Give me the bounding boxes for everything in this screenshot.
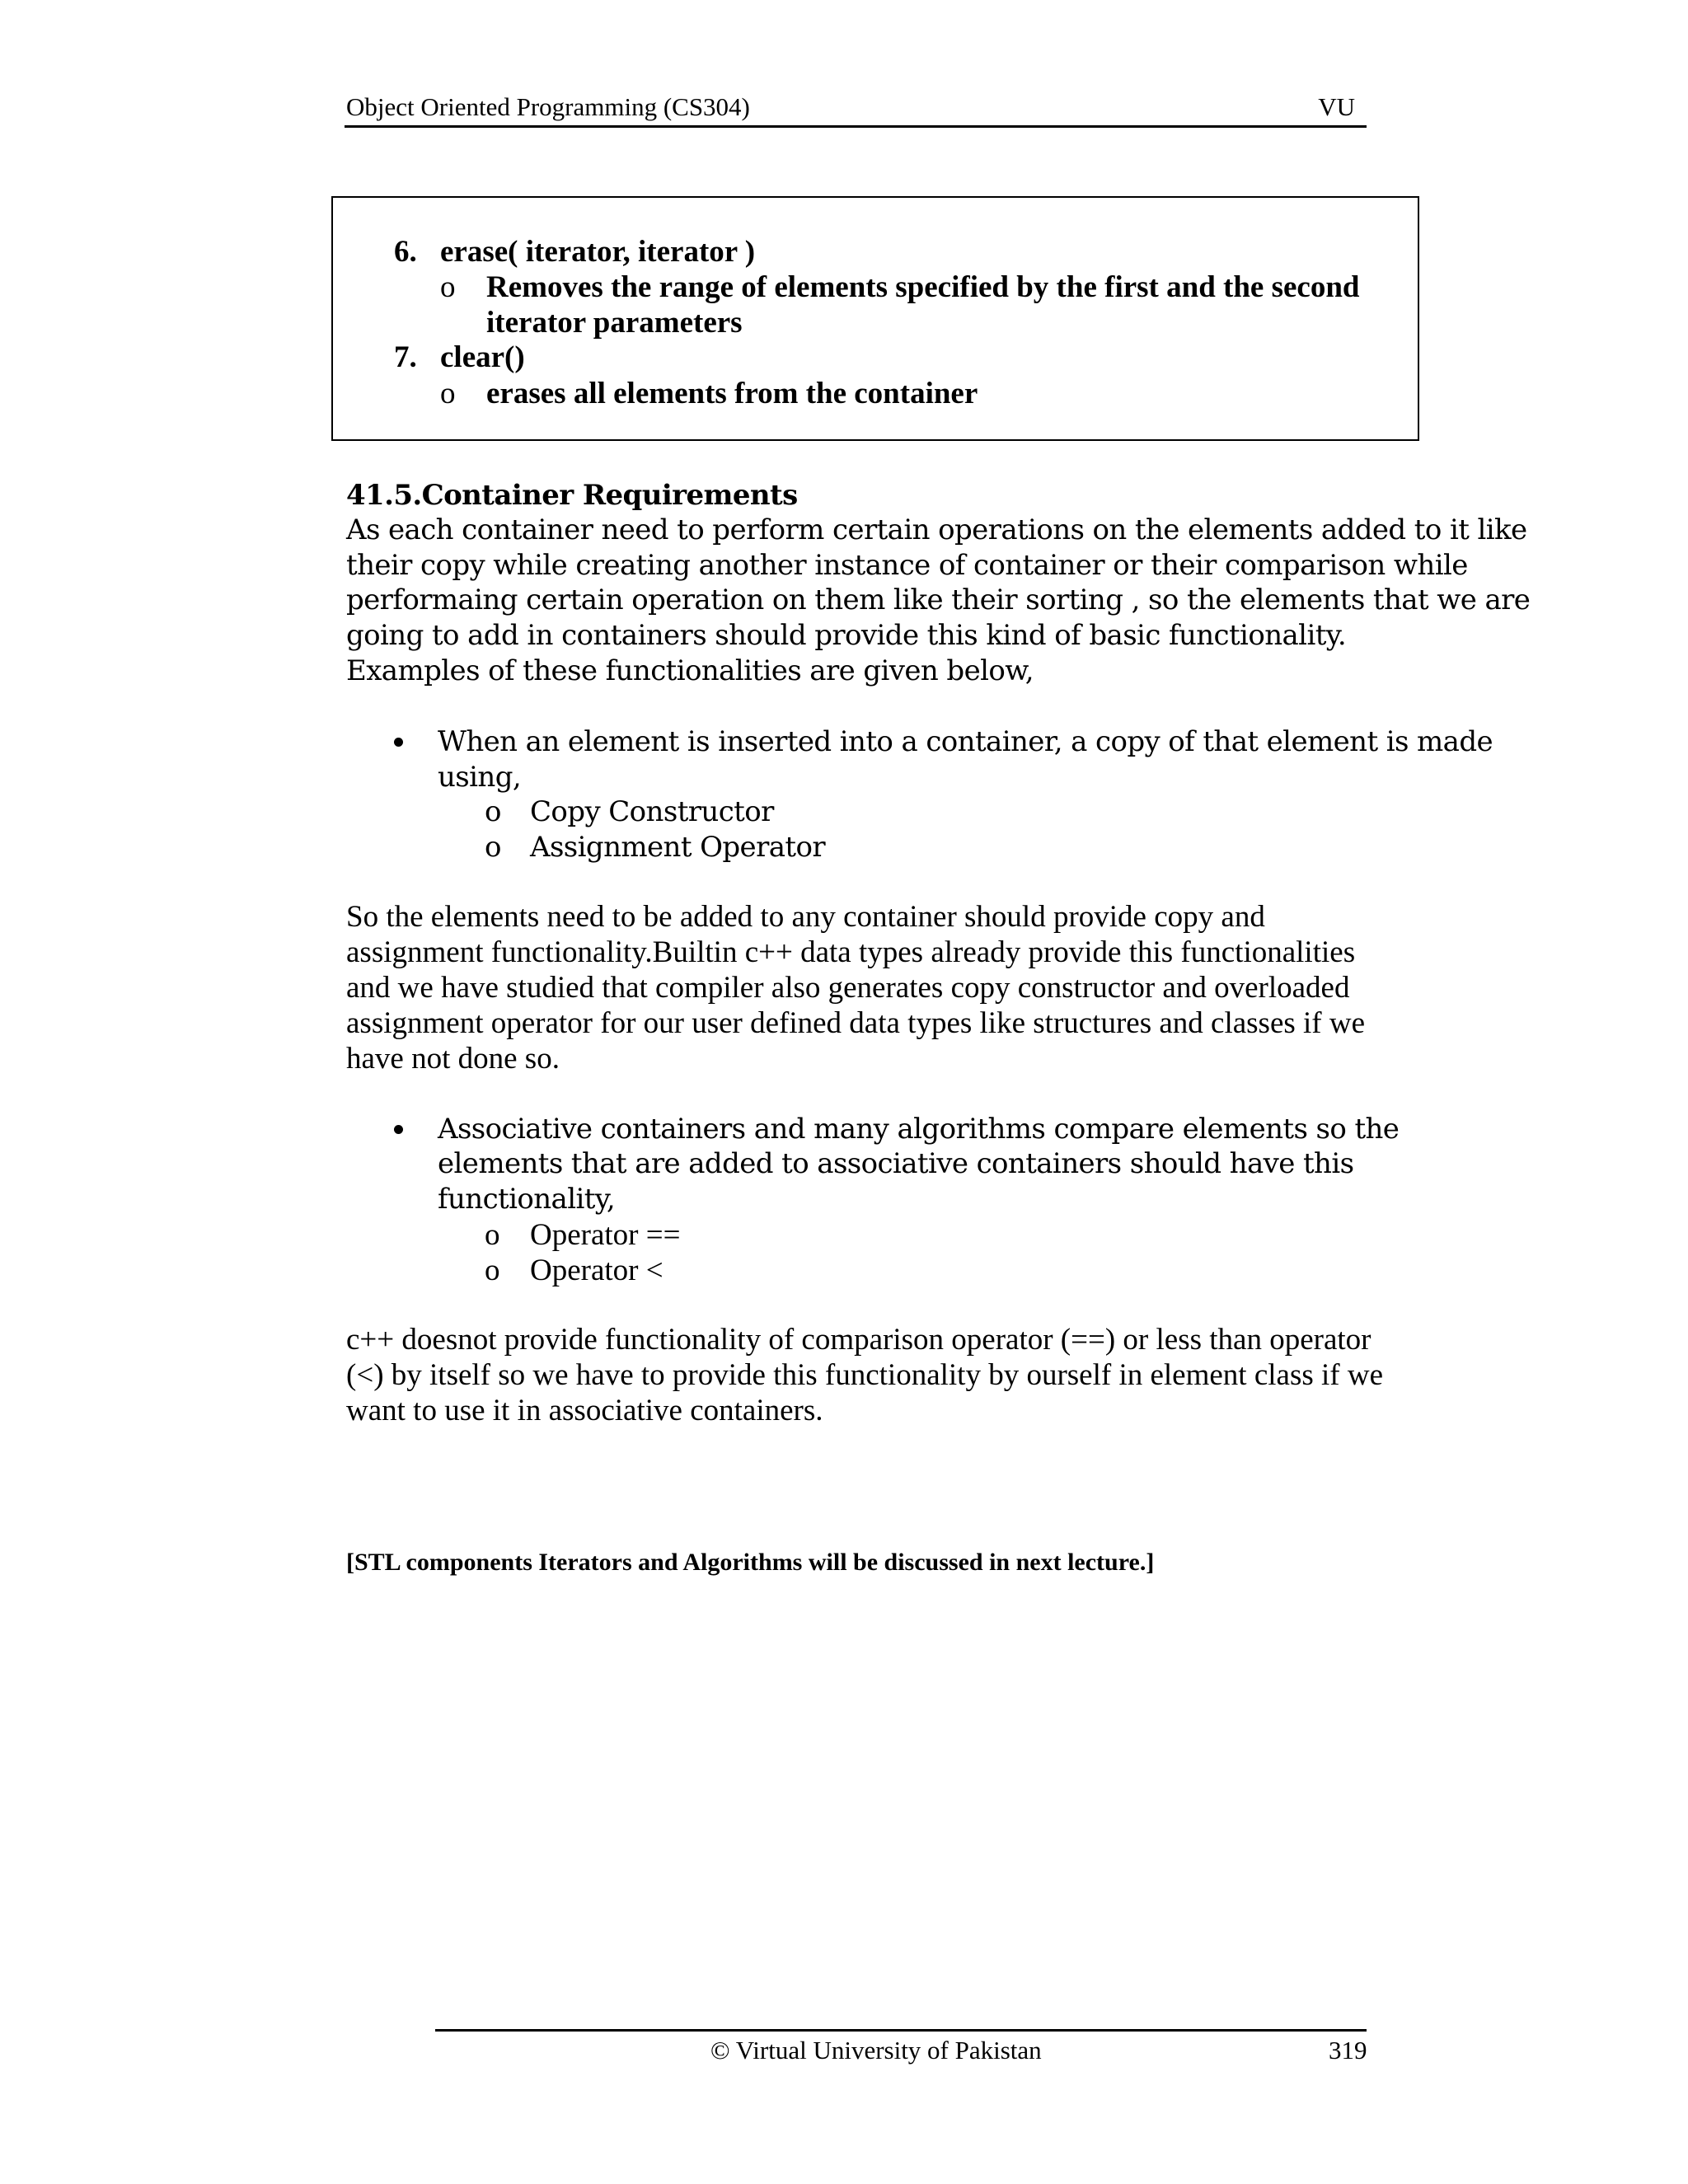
subitem-text: erases all elements from the container xyxy=(486,377,978,410)
list-number: 7. xyxy=(394,340,417,374)
paragraph-line: c++ doesnot provide functionality of comparison operator (==) or less than operator xyxy=(346,1323,1372,1357)
sub-bullet-marker: o xyxy=(485,1218,500,1252)
header-vu: VU xyxy=(1318,92,1355,121)
footer-copyright: © Virtual University of Pakistan xyxy=(710,2036,1042,2064)
sub-bullet-text: Assignment Operator xyxy=(530,831,825,864)
page-header xyxy=(345,89,1367,128)
paragraph-line: assignment operator for our user defined data types like structures and classes if we xyxy=(346,1006,1366,1040)
next-lecture-note: [STL components Iterators and Algorithms will be discussed in next lecture.] xyxy=(346,1549,1155,1576)
sub-bullet-marker: o xyxy=(440,377,456,410)
subitem-text: iterator parameters xyxy=(486,306,743,340)
page-number: 319 xyxy=(1329,2036,1367,2064)
section-heading: 41.5.Container Requirements xyxy=(346,479,798,512)
method-list-box xyxy=(331,196,1419,441)
paragraph-line: their copy while creating another instance of container or their comparison while xyxy=(346,549,1468,582)
sub-bullet-text: Copy Constructor xyxy=(530,795,774,828)
bullet-line: using, xyxy=(438,761,522,794)
bullet-line: Associative containers and many algorithms compare elements so the xyxy=(438,1113,1400,1146)
paragraph-line: have not done so. xyxy=(346,1042,560,1076)
bullet-line: functionality, xyxy=(438,1183,616,1216)
footer-rule xyxy=(435,2029,1367,2032)
sub-bullet-marker: o xyxy=(485,795,502,828)
bullet-line: elements that are added to associative containers should have this xyxy=(438,1147,1354,1180)
paragraph-line: As each container need to perform certain operations on the elements added to it like xyxy=(346,513,1527,546)
list-item-title: clear() xyxy=(440,340,525,374)
paragraph-line: (<) by itself so we have to provide this functionality by ourself in element class if we xyxy=(346,1358,1383,1392)
list-item-title: erase( iterator, iterator ) xyxy=(440,235,756,269)
sub-bullet-marker: o xyxy=(485,831,502,864)
sub-bullet-marker: o xyxy=(440,270,456,304)
paragraph-line: want to use it in associative containers. xyxy=(346,1394,823,1427)
sub-bullet-text: Operator < xyxy=(530,1254,663,1287)
bullet-line: When an element is inserted into a container, a copy of that element is made xyxy=(438,725,1493,758)
bullet-disc xyxy=(394,1125,403,1134)
paragraph-line: Examples of these functionalities are given below, xyxy=(346,654,1034,687)
bullet-disc xyxy=(394,738,403,747)
paragraph-line: and we have studied that compiler also generates copy constructor and overloaded xyxy=(346,971,1350,1005)
subitem-text: Removes the range of elements specified by the first and the second xyxy=(486,270,1360,304)
sub-bullet-text: Operator == xyxy=(530,1218,681,1252)
header-title: Object Oriented Programming (CS304) xyxy=(346,92,750,121)
paragraph-line: So the elements need to be added to any container should provide copy and xyxy=(346,900,1265,934)
paragraph-line: performaing certain operation on them like their sorting , so the elements that we are xyxy=(346,583,1531,616)
paragraph-line: assignment functionality.Builtin c++ data types already provide this functionalities xyxy=(346,935,1356,969)
sub-bullet-marker: o xyxy=(485,1254,500,1287)
paragraph-line: going to add in containers should provide this kind of basic functionality. xyxy=(346,619,1347,652)
list-number: 6. xyxy=(394,235,417,269)
